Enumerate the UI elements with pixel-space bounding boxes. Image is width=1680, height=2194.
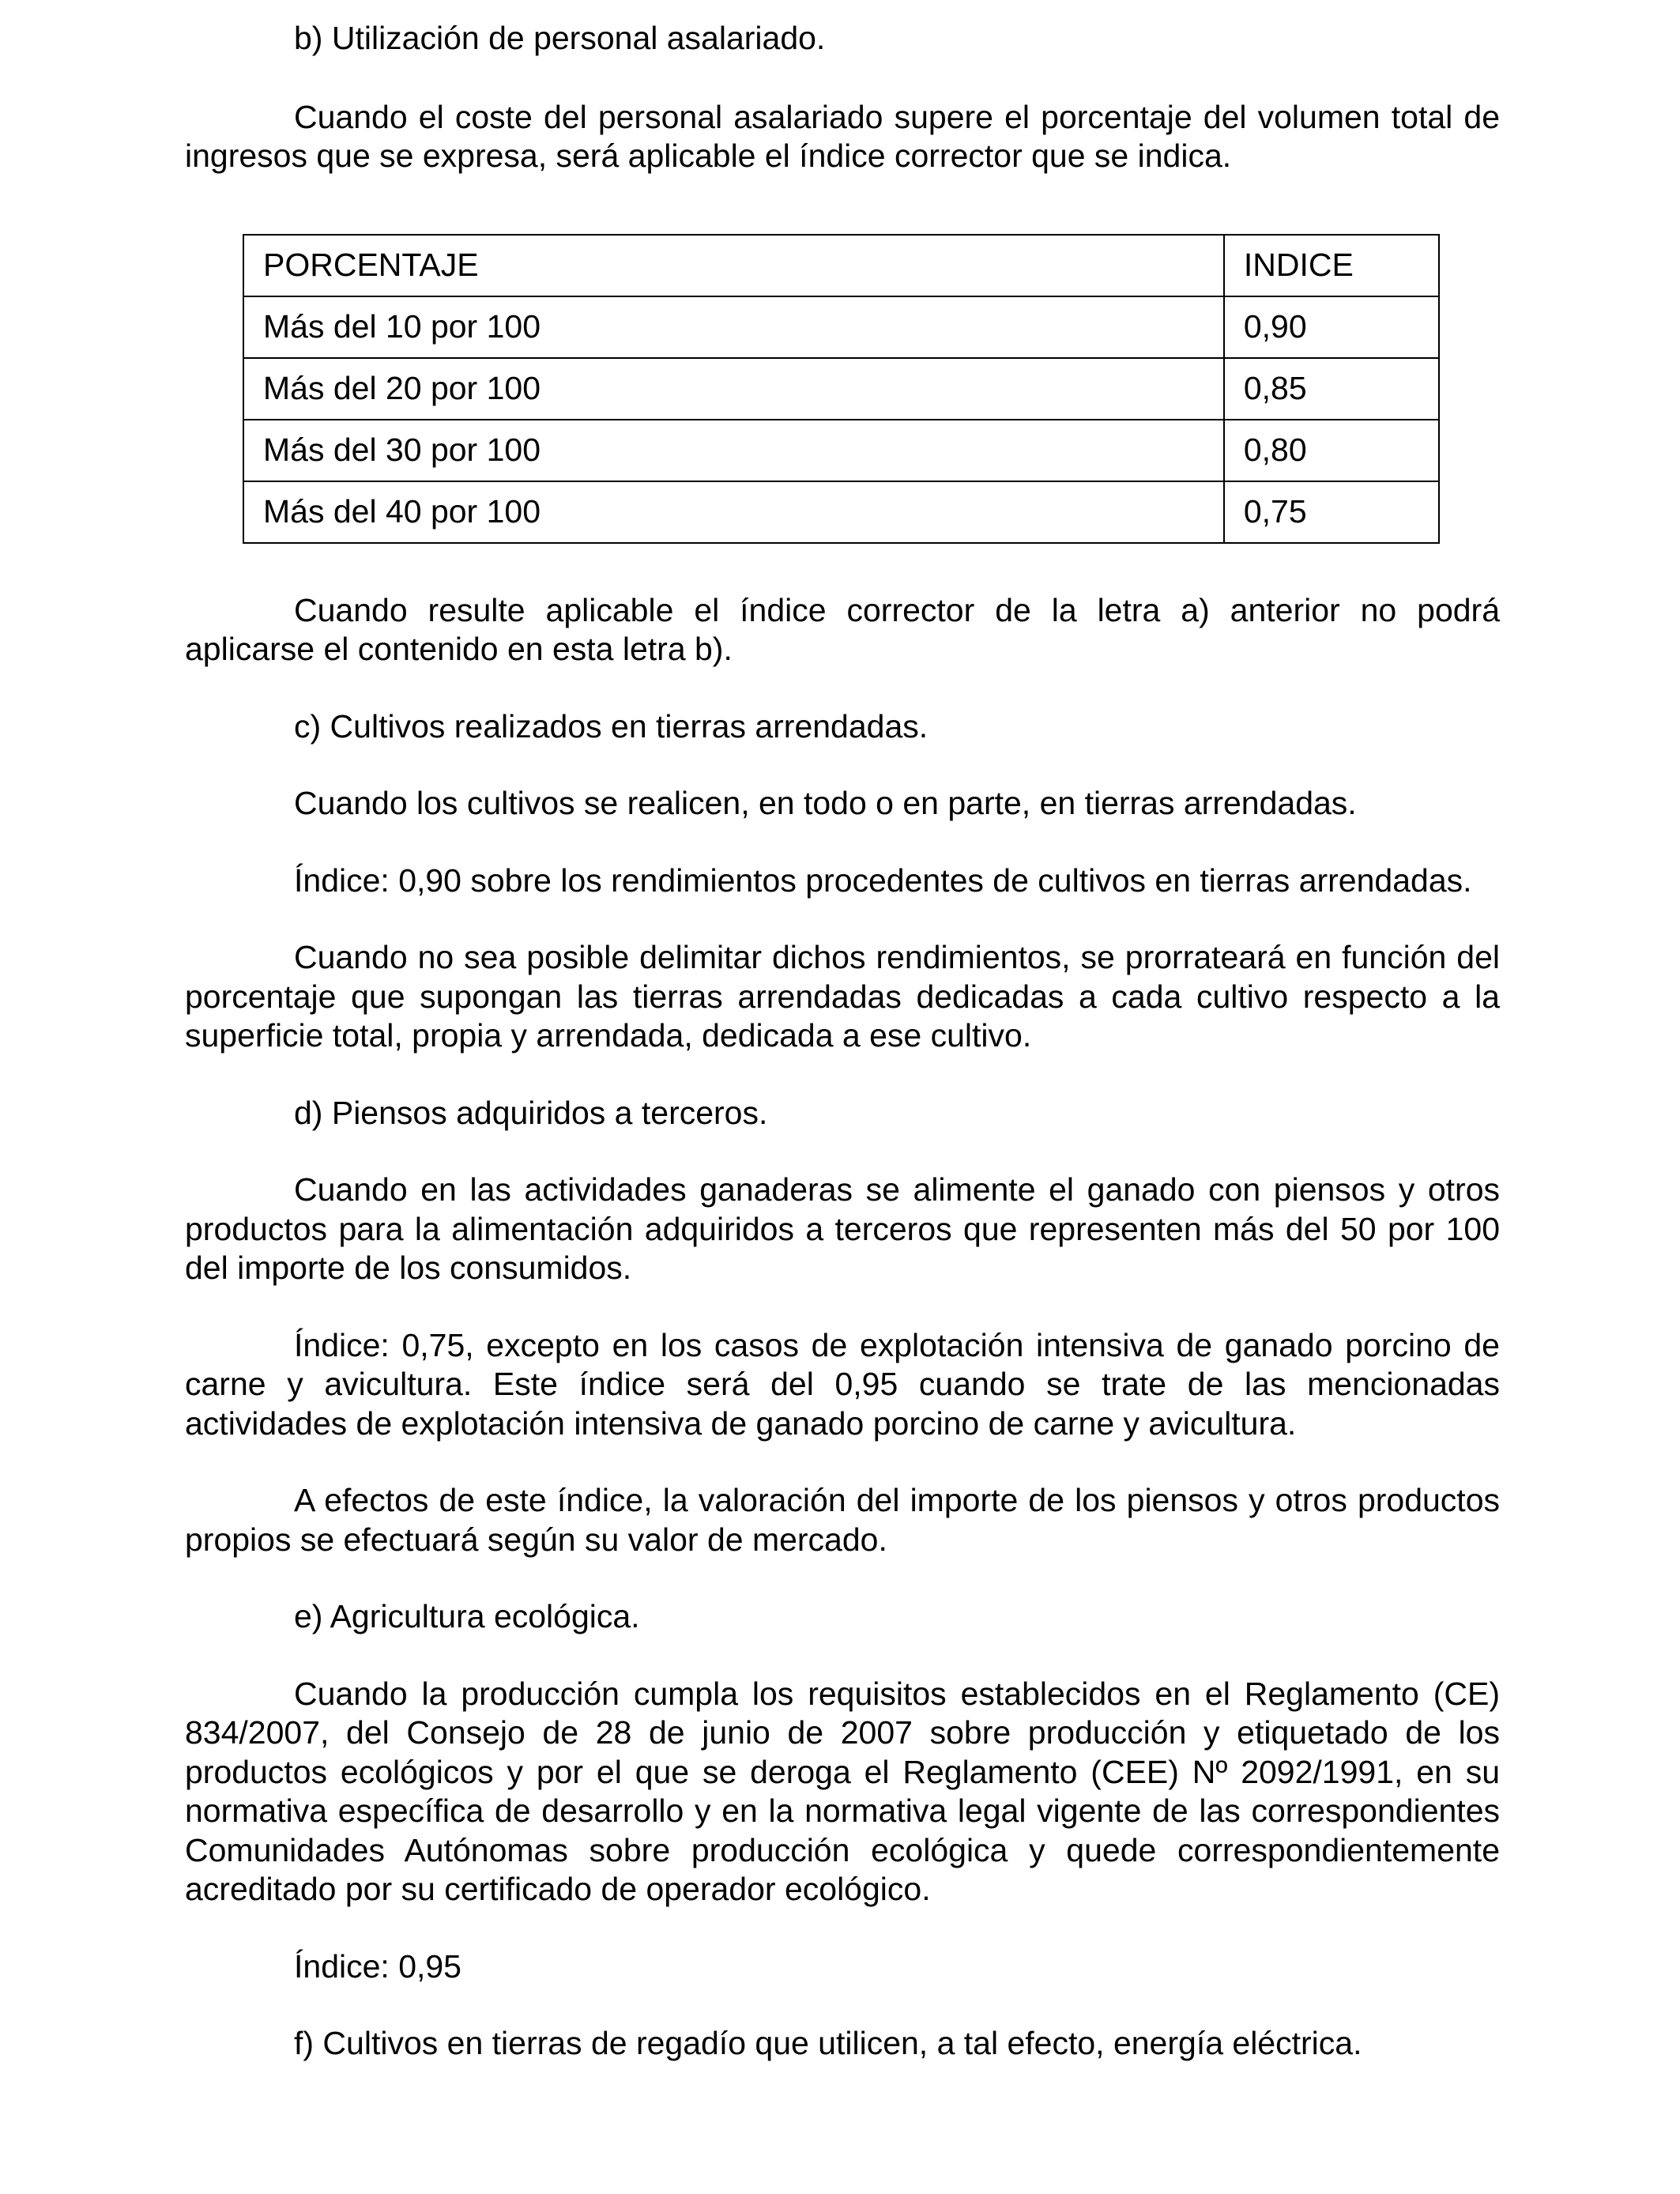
document-page [185, 19, 1500, 2064]
section-f-heading: f) Cultivos en tierras de regadío que utilicen, a tal efecto, energía eléctrica. [294, 2025, 1362, 2061]
section-b-note: Cuando resulte aplicable el índice corrector de la letra a) anterior no podrá aplicarse el contenido en esta letra b). [185, 591, 1500, 667]
table-header-row [243, 235, 1439, 296]
section-d-paragraph-3: A efectos de este índice, la valoración del importe de los piensos y otros productos propios se efectuará según su valor de mercado. [185, 1482, 1500, 1558]
section-b-intro: Cuando el coste del personal asalariado supere el porcentaje del volumen total de ingresos que se expresa, será aplicable el índice corrector que se indica. [185, 98, 1500, 174]
table-row [243, 358, 1439, 420]
section-c-paragraph-1: Cuando los cultivos se realicen, en todo o en parte, en tierras arrendadas. [294, 785, 1357, 821]
table-cell-indice: 0,80 [1224, 420, 1439, 481]
table-cell-indice: 0,90 [1224, 296, 1439, 358]
section-d-heading: d) Piensos adquiridos a terceros. [294, 1094, 768, 1131]
table-row [243, 296, 1439, 358]
section-e-paragraph-2: Índice: 0,95 [294, 1947, 461, 1985]
table-cell-indice: 0,75 [1224, 481, 1439, 543]
table-cell-indice: 0,85 [1224, 358, 1439, 420]
table-row [243, 481, 1439, 543]
section-e-heading: e) Agricultura ecológica. [294, 1598, 640, 1634]
section-d-paragraph-1: Cuando en las actividades ganaderas se alimente el ganado con piensos y otros productos para la alimentación adquiridos a terceros que representen más del 50 por 100 del importe de los consumidos. [185, 1171, 1500, 1286]
corrector-index-table [243, 234, 1440, 544]
table-cell-porcentaje: Más del 40 por 100 [243, 481, 1224, 543]
section-d-paragraph-2: Índice: 0,75, excepto en los casos de explotación intensiva de ganado porcino de carne y avicultura. Este índice será del 0,95 cuando se trate de las mencionadas actividades de explotación intensiva de ganado porcino de carne y avicultura. [185, 1326, 1500, 1442]
section-c-paragraph-3: Cuando no sea posible delimitar dichos rendimientos, se prorrateará en función del porcentaje que supongan las tierras arrendadas dedicadas a cada cultivo respecto a la superficie total, propia y arrendada, dedicada a ese cultivo. [185, 939, 1500, 1054]
table-cell-porcentaje: Más del 30 por 100 [243, 420, 1224, 481]
table-cell-porcentaje: Más del 10 por 100 [243, 296, 1224, 358]
table-row [243, 420, 1439, 481]
section-c-heading: c) Cultivos realizados en tierras arrendadas. [294, 707, 929, 745]
section-c-paragraph-2: Índice: 0,90 sobre los rendimientos procedentes de cultivos en tierras arrendadas. [294, 861, 1472, 899]
table-header-porcentaje: PORCENTAJE [243, 235, 1224, 296]
table-header-indice: INDICE [1224, 235, 1439, 296]
section-e-paragraph-1: Cuando la producción cumpla los requisitos establecidos en el Reglamento (CE) 834/2007, del Consejo de 28 de junio de 2007 sobre producción y etiquetado de los productos ecológicos y por el que se deroga el Reglamento (CEE) Nº 2092/1991, en su normativa específica de desarrollo y en la normativa legal vigente de las correspondientes Comunidades Autónomas sobre producción ecológica y quede correspondientemente acreditado por su certificado de operador ecológico. [185, 1675, 1500, 1907]
table-cell-porcentaje: Más del 20 por 100 [243, 358, 1224, 420]
section-b-heading: b) Utilización de personal asalariado. [294, 20, 826, 56]
